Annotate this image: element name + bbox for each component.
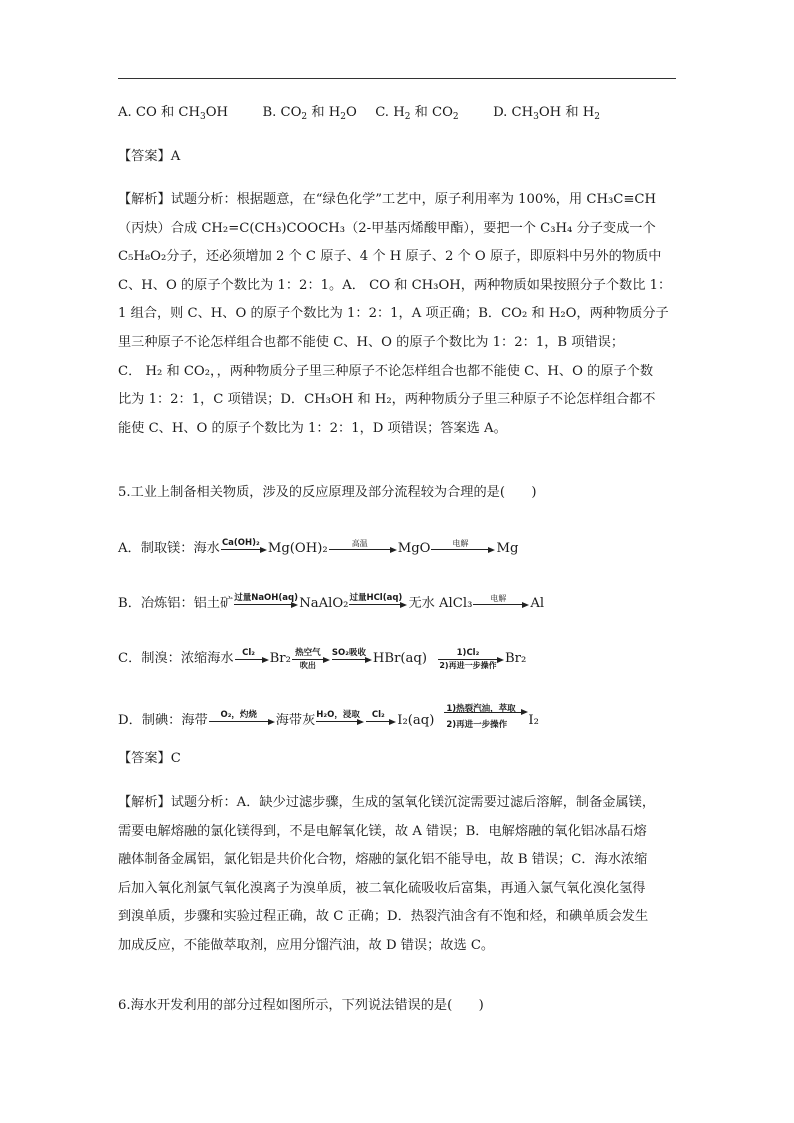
q6-stem: 6.海水开发利用的部分过程如图所示，下列说法错误的是( )	[118, 998, 484, 1013]
product: Mg	[496, 541, 519, 556]
header-rule	[118, 78, 676, 79]
q4-answer: 【答案】A	[118, 149, 181, 164]
analysis-line: 里三种原子不论怎样组合也都不能使 C、H、O 的原子个数比为 1：2：1，B 项错误；	[118, 334, 625, 350]
q4-options	[118, 104, 600, 122]
analysis-line: 能使 C、H、O 的原子个数比为 1：2：1，D 项错误；答案选 A。	[118, 420, 507, 436]
reaction-arrow	[316, 708, 364, 726]
product: 海带灰	[275, 713, 316, 728]
analysis-line: 融体制备金属铝，氯化铝是共价化合物，熔融的氯化铝不能导电，故 B 错误；C．海水浓缩	[118, 852, 648, 868]
product: Mg(OH)₂	[267, 541, 328, 556]
product: I₂	[528, 713, 539, 728]
q4-analysis	[118, 186, 678, 443]
reagent-label: SO₂吸收	[331, 648, 366, 658]
reaction-arrow	[221, 536, 267, 554]
reagent-label: Cl₂	[242, 648, 256, 658]
product: Br₂	[504, 651, 527, 666]
reaction-arrow	[329, 536, 397, 554]
q5-answer: 【答案】C	[118, 751, 181, 766]
analysis-line: （丙炔）合成 CH₂=C(CH₃)COOCH₃（2-甲基丙烯酸甲酯），要把一个 C₃H₄ 分子变成一个	[118, 220, 656, 236]
analysis-line: 比为 1：2：1，C 项错误；D．CH₃OH 和 H₂，两种物质分子里三种原子不论怎样组合都不	[118, 392, 656, 408]
reagent-label: 2)再进一步操作	[439, 661, 497, 670]
option-a: A. CO 和 $CH_3OH$	[118, 105, 229, 122]
reaction-arrow	[444, 700, 528, 728]
product: I₂(aq)	[397, 713, 435, 728]
product: NaAlO₂	[299, 596, 349, 611]
option-label: C．制溴：浓缩海水	[118, 651, 234, 666]
q5-option-d	[118, 700, 539, 730]
option-d: D. $CH_3OH$ 和 $H_2$	[493, 105, 600, 122]
option-label: D．制碘：海带	[118, 713, 208, 728]
product: MgO	[397, 541, 431, 556]
q5-option-c	[118, 646, 526, 668]
reaction-arrow	[234, 591, 298, 609]
reagent-label: Cl₂	[371, 710, 385, 720]
q5-stem: 5.工业上制备相关物质，涉及的反应原理及部分流程较为合理的是( )	[118, 485, 537, 500]
analysis-line: 后加入氧化剂氯气氧化溴离子为溴单质，被二氧化硫吸收后富集，再通入氯气氧化溴化氢得	[118, 880, 646, 896]
reagent-label: 电解	[452, 539, 469, 548]
reaction-arrow	[438, 646, 504, 670]
reagent-label: 过量HCl(aq)	[349, 593, 403, 603]
analysis-line: C₅H₈O₂分子，还必须增加 2 个 C 原子、4 个 H 原子、2 个 O 原子，即原料中另外的物质中	[118, 249, 662, 265]
reaction-arrow	[292, 646, 330, 670]
analysis-line: 【解析】试题分析：A．缺少过滤步骤，生成的氢氧化镁沉淀需要过滤后溶解，制备金属镁，	[118, 795, 656, 810]
reaction-arrow	[235, 646, 269, 664]
option-c: C. $H_2$ 和 $CO_2$	[375, 105, 459, 122]
reagent-label: 热空气	[295, 648, 321, 658]
analysis-line: 到溴单质，步骤和实验过程正确，故 C 正确；D．热裂汽油含有不饱和烃，和碘单质会发生	[118, 909, 649, 925]
q5-option-b	[118, 591, 544, 613]
option-label: B．冶炼铝：铝土矿	[118, 596, 234, 611]
reaction-arrow	[473, 591, 529, 609]
product: HBr(aq)	[372, 651, 427, 666]
analysis-line: 【解析】试题分析：根据题意，在“绿色化学”工艺中，原子利用率为 100%，用 CH₃C≡CH	[118, 192, 656, 207]
reaction-arrow	[366, 708, 396, 726]
product: 无水 AlCl₃	[408, 596, 473, 611]
reaction-arrow	[332, 646, 372, 664]
q5-analysis	[118, 789, 678, 961]
reagent-label: H₂O，浸取	[316, 710, 360, 720]
analysis-line: C、H、O 的原子个数比为 1：2：1。A． CO 和 CH₃OH，两种物质如果按照分子个数比 1：	[118, 277, 672, 293]
reagent-label: 高温	[351, 539, 368, 548]
reagent-label: O₂，灼烧	[220, 710, 257, 720]
reagent-label: 电解	[490, 594, 507, 603]
product: Br₂	[269, 651, 291, 666]
reagent-label: 过量NaOH(aq)	[234, 593, 298, 603]
reagent-label: 2)再进一步操作	[446, 720, 508, 730]
product: Al	[530, 596, 545, 611]
reaction-arrow	[431, 536, 495, 554]
analysis-line: 需要电解熔融的氯化镁得到，不是电解氧化镁，故 A 错误；B．电解熔融的氧化铝冰晶石熔	[118, 823, 647, 839]
q5-option-a	[118, 536, 518, 558]
analysis-line: 1 组合，则 C、H、O 的原子个数比为 1：2：1，A 项正确；B．CO₂ 和 H₂O，两种物质分子	[118, 306, 669, 322]
analysis-line: 加成反应，不能做萃取剂，应用分馏汽油，故 D 错误；故选 C。	[118, 937, 495, 953]
reagent-label: Ca(OH)₂	[221, 538, 260, 548]
reagent-label: 1)热裂汽油，萃取	[446, 704, 516, 714]
option-b: B. $CO_2$ 和 $H_2O$	[262, 105, 357, 122]
reagent-label: 1)Cl₂	[456, 648, 480, 658]
reaction-arrow	[209, 708, 275, 726]
analysis-line: C． H₂ 和 CO₂，，两种物质分子里三种原子不论怎样组合也都不能使 C、H、O 的原子个数	[118, 363, 654, 379]
option-label: A．制取镁：海水	[118, 541, 220, 556]
reagent-label: 吹出	[299, 661, 316, 670]
reaction-arrow	[349, 591, 407, 609]
